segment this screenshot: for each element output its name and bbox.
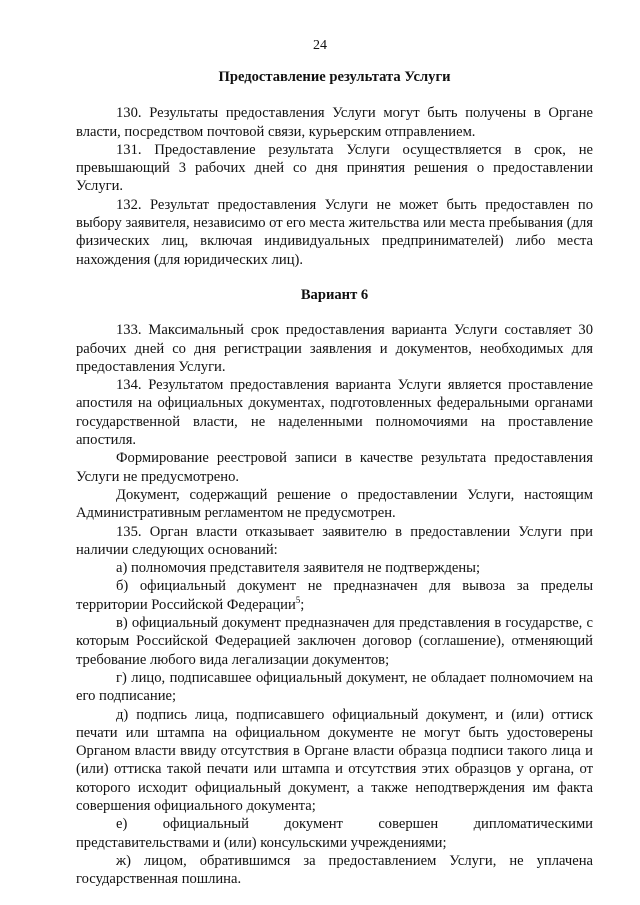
- list-item-e: е) официальный документ совершен дипломатическими представительствами и (или) консульскими учреждениями;: [76, 816, 593, 851]
- paragraph-131: 131. Предоставление результата Услуги осуществляется в срок, не превышающий 3 рабочих дней со дня принятия решения о предоставлении Услуги.: [76, 141, 593, 195]
- section-heading-result: Предоставление результата Услуги: [218, 69, 451, 85]
- list-item-v: в) официальный документ предназначен для представления в государстве, с которым Российской Федерацией заключен договор (соглашение), отменяющий требование любого вида легализации документов;: [76, 615, 593, 668]
- list-item-b-text: б) официальный документ не предназначен для вывоза за пределы территории Российской Федерации: [76, 578, 593, 613]
- list-item-b-end: ;: [300, 596, 305, 613]
- list-item-d: д) подпись лица, подписавшего официальный документ, и (или) оттиск печати или штампа на официальном документе не могут быть удостоверены Органом власти ввиду отсутствия в Органе власти образца подписи такого лица и (или) оттиска такой печати или штампа и отсутствия этих образцов у органа, от которого исходит официальный документ, а также неподтверждения им факта совершения официального документа;: [76, 706, 593, 814]
- section-heading-variant: Вариант 6: [300, 286, 369, 303]
- paragraph-registry: Формирование реестровой записи в качестве результата предоставления Услуги не предусмотрено.: [76, 450, 593, 485]
- paragraph-132: 132. Результат предоставления Услуги не может быть предоставлен по выбору заявителя, независимо от его места жительства или места пребывания (для физических лиц, включая индивидуальных предпринимателей) либо места нахождения (для юридических лиц).: [76, 196, 593, 268]
- page-number: 24: [313, 38, 327, 53]
- paragraph-130: 130. Результаты предоставления Услуги могут быть получены в Органе власти, посредством почтовой связи, курьерским отправлением.: [76, 105, 593, 140]
- list-item-g: г) лицо, подписавшее официальный документ, не обладает полномочием на его подписание;: [76, 669, 593, 705]
- paragraph-decision-document: Документ, содержащий решение о предоставлении Услуги, настоящим Административным регламентом не предусмотрен.: [76, 486, 593, 522]
- list-item-b: [76, 577, 593, 614]
- document-body: [76, 68, 593, 888]
- paragraph-134: 134. Результатом предоставления варианта Услуги является проставление апостиля на официальных документах, подготовленных федеральными органами государственной власти, не наделенными полномочиями на проставление апостиля.: [76, 377, 593, 449]
- list-item-zh: ж) лицом, обратившимся за предоставлением Услуги, не уплачена государственная пошлина.: [76, 852, 593, 888]
- footnote-marker: 5: [295, 594, 301, 605]
- paragraph-133: 133. Максимальный срок предоставления варианта Услуги составляет 30 рабочих дней со дня регистрации заявления и документов, необходимых для предоставления Услуги.: [76, 322, 593, 375]
- paragraph-135: 135. Орган власти отказывает заявителю в предоставлении Услуги при наличии следующих оснований:: [76, 523, 593, 558]
- list-item-a: а) полномочия представителя заявителя не подтверждены;: [116, 560, 481, 577]
